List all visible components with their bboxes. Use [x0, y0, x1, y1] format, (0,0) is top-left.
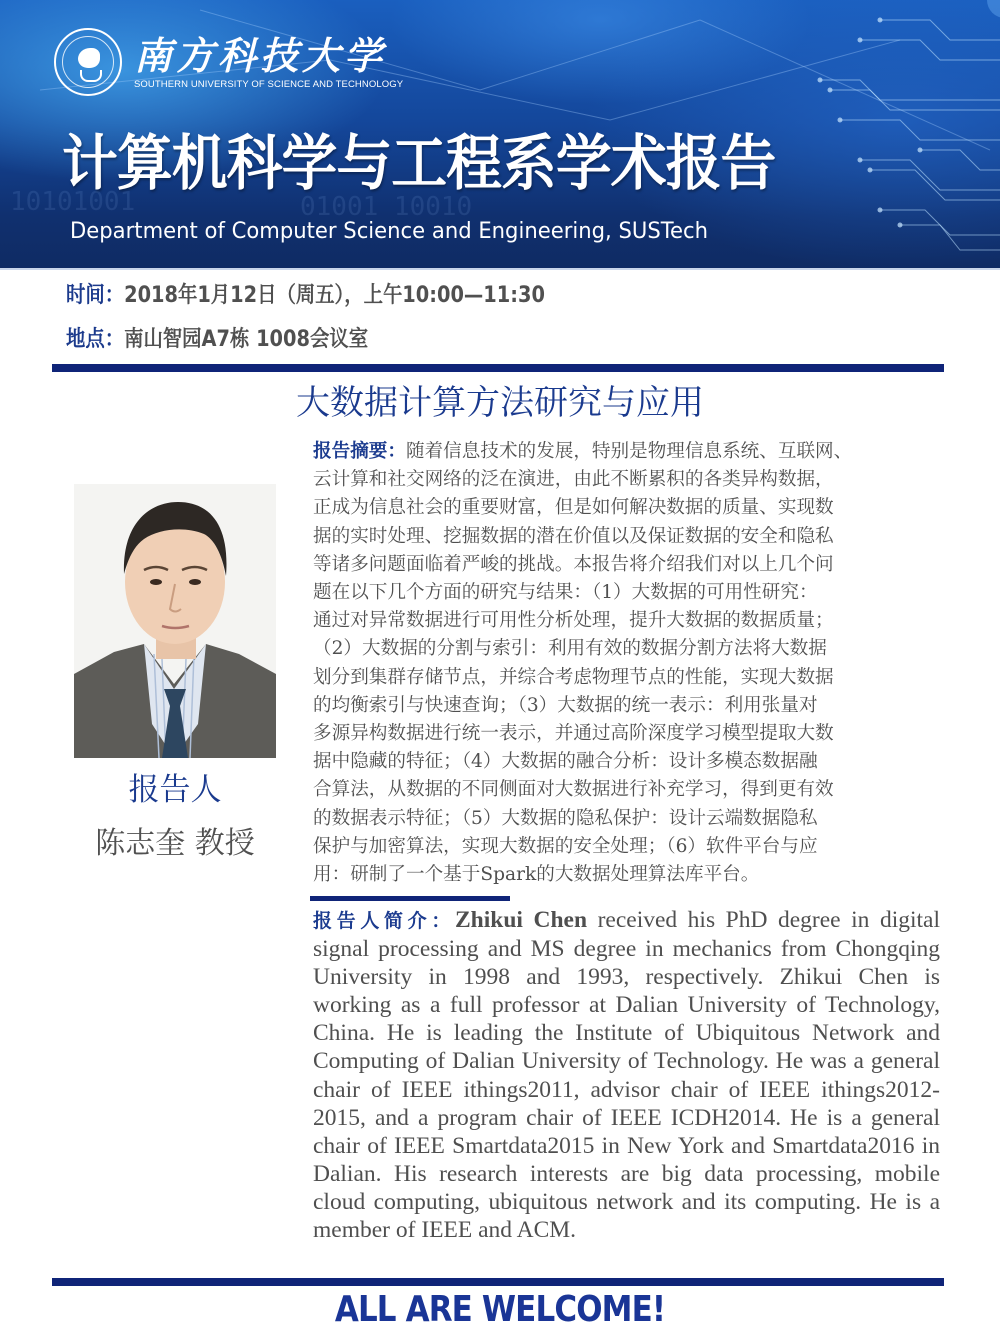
page-title: 计算机科学与工程系学术报告 [62, 129, 776, 199]
bio-speaker-name: Zhikui Chen [455, 907, 588, 933]
bio-text: received his PhD degree in digital signal processing and MS degree in mechanics from Chongqing University in 1998 and 1993, respectively. Zhikui Chen is working as a full professor at Dalian University of Technology, China. He is leading the Institute of Ubiquitous Network and Computing of Dalian University of Technology. He was a general chair of IEEE ithings2011, advisor chair of IEEE ithings2012-2015, and a program chair of IEEE ICDH2014. He is a general chair of IEEE Smartdata2015 in New York and Smartdata2016 in Dalian. His research interests are big data processing, mobile cloud computing, ubiquitous network and its computing. He is a member of IEEE and ACM. [313, 907, 941, 1244]
abstract-line: 用：研制了一个基于Spark的大数据处理算法库平台。 [313, 864, 760, 886]
abstract-label: 报告摘要： [313, 441, 406, 462]
bio-label: 报告人简介： [313, 910, 455, 932]
event-place [66, 322, 368, 358]
abstract-line: 据中隐藏的特征；（4）大数据的融合分析：设计多模态数据融 [313, 751, 818, 773]
bottom-divider [52, 1278, 944, 1286]
place-label: 地点： [66, 327, 125, 352]
abstract-line: 题在以下几个方面的研究与结果：（1）大数据的可用性研究： [313, 582, 818, 604]
speaker-photo [74, 484, 276, 758]
university-name-cn: 南方科技大学 [134, 32, 387, 78]
place-value: 南山智园A7栋 1008会议室 [124, 327, 369, 352]
svg-text:10101001: 10101001 [10, 187, 136, 217]
header-banner [0, 0, 1000, 270]
abstract-line: 划分到集群存储节点，并综合考虑物理节点的性能，实现大数据 [313, 666, 834, 688]
abstract-section [313, 438, 953, 889]
event-time [66, 278, 545, 314]
bio-section [313, 906, 940, 1244]
abstract-line: 通过对异常数据进行可用性分析处理，提升大数据的数据质量； [313, 610, 834, 632]
abstract-line: （2）大数据的分割与索引：利用有效的数据分割方法将大数据 [313, 638, 827, 660]
abstract-line: 保护与加密算法，实现大数据的安全处理；（6）软件平台与应 [313, 835, 818, 857]
abstract-line: 云计算和社交网络的泛在演进，由此不断累积的各类异构数据， [313, 469, 834, 491]
university-name-en: SOUTHERN UNIVERSITY OF SCIENCE AND TECHNOLOGY [134, 78, 404, 90]
header-divider [0, 268, 1000, 270]
top-divider [52, 364, 944, 372]
abstract-line: 报告摘要：随着信息技术的发展，特别是物理信息系统、互联网、 [313, 441, 853, 462]
abstract-line: 等诸多问题面临着严峻的挑战。本报告将介绍我们对以上几个问 [313, 553, 834, 575]
time-value: 2018年1月12日（周五），上午10:00—11:30 [124, 283, 545, 308]
abstract-line: 据的实时处理、挖掘数据的潜在价值以及保证数据的安全和隐私 [313, 525, 834, 547]
section-divider [310, 896, 510, 901]
speaker-name: 陈志奎 教授 [95, 826, 255, 861]
university-logo [54, 28, 403, 96]
abstract-line: 的均衡索引与快速查询；（3）大数据的统一表示：利用张量对 [313, 694, 818, 716]
abstract-line: 的数据表示特征；（5）大数据的隐私保护：设计云端数据隐私 [313, 807, 818, 829]
university-emblem-icon [54, 28, 122, 96]
department-subtitle: Department of Computer Science and Engineering, SUSTech [70, 219, 709, 244]
abstract-line: 合算法，从数据的不同侧面对大数据进行补充学习，得到更有效 [313, 779, 834, 801]
talk-title: 大数据计算方法研究与应用 [296, 383, 704, 423]
time-label: 时间： [66, 283, 125, 308]
abstract-line: 正成为信息社会的重要财富，但是如何解决数据的质量、实现数 [313, 497, 834, 519]
svg-text:01001 10010: 01001 10010 [300, 192, 473, 222]
speaker-label: 报告人 [128, 772, 222, 808]
abstract-line: 多源异构数据进行统一表示，并通过高阶深度学习模型提取大数 [313, 723, 834, 745]
welcome-banner: ALL ARE WELCOME! [334, 1289, 666, 1330]
speaker-portrait-image [74, 484, 276, 758]
